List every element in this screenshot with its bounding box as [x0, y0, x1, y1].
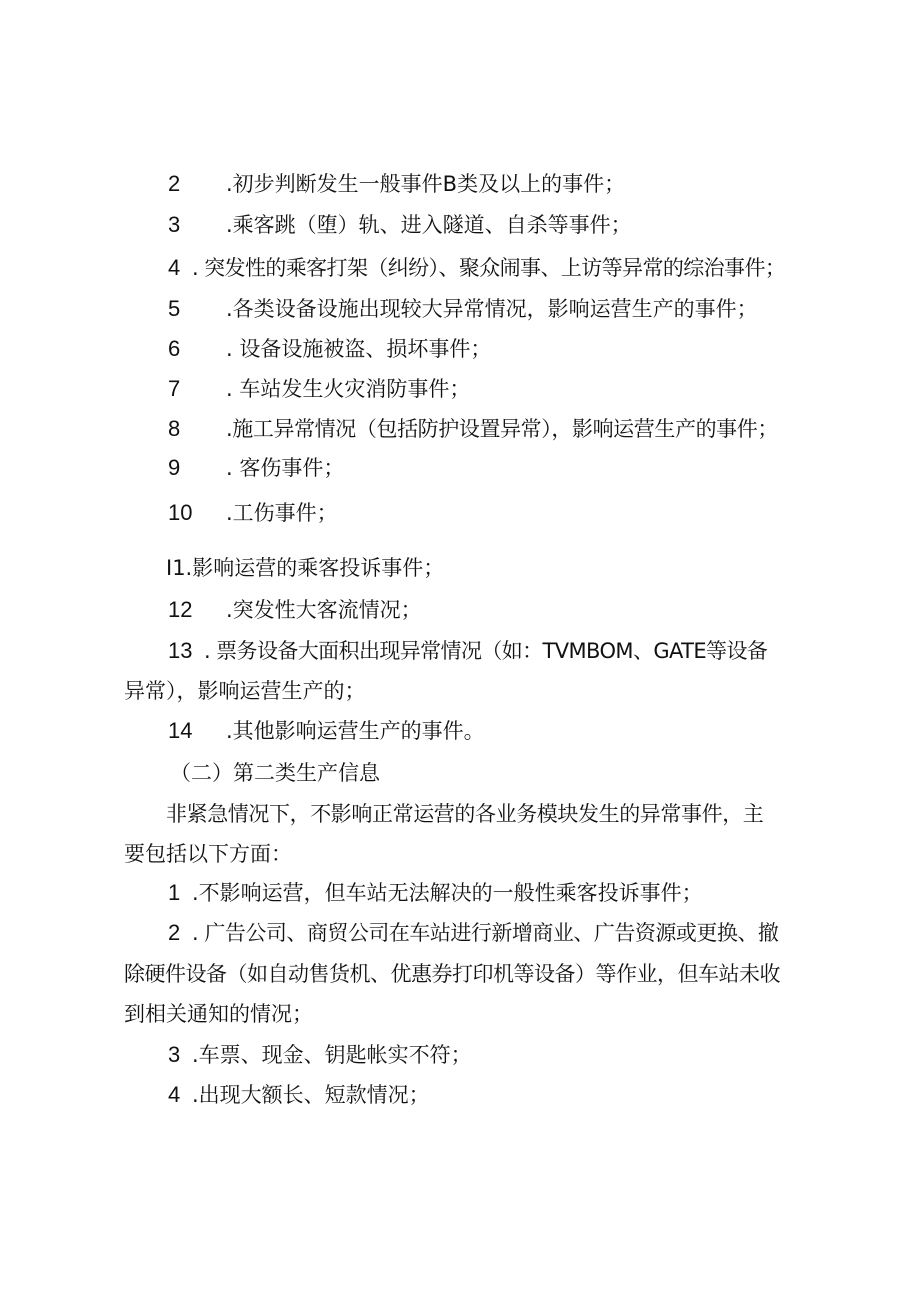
item-text: I1.影响运营的乘客投诉事件；: [166, 556, 445, 580]
item-number: 6: [168, 336, 181, 361]
item-number: 3: [168, 212, 181, 237]
item-number: 12: [168, 597, 193, 622]
paragraph-text: 非紧急情况下，不影响正常运营的各业务模块发生的异常事件，主: [166, 802, 764, 826]
item-text: .工伤事件；: [226, 501, 338, 525]
item-text: . 广告公司、商贸公司在车站进行新增商业、广告资源或更换、撤: [192, 921, 779, 945]
item-text: . 突发性的乘客打架（纠纷）、聚众闹事、上访等异常的综治事件；: [192, 256, 786, 280]
item-text: . 票务设备大面积出现异常情况（如：TVMBOM、GATE等设备: [204, 639, 768, 663]
item-text: . 设备设施被盗、损坏事件；: [226, 337, 492, 361]
item-text: .车票、现金、钥匙帐实不符；: [192, 1043, 472, 1067]
item-number: 4: [168, 255, 181, 280]
item-number: 3: [168, 1042, 181, 1067]
item-text: .各类设备设施出现较大异常情况，影响运营生产的事件；: [226, 297, 758, 321]
item-text: . 车站发生火灾消防事件；: [226, 377, 471, 401]
item-text-cont: 异常），影响运营生产的；: [124, 679, 366, 703]
item-text: .初步判断发生一般事件B类及以上的事件；: [226, 172, 626, 196]
item-text: .出现大额长、短款情况；: [192, 1083, 430, 1107]
item-text-cont: 除硬件设备（如自动售货机、优惠券打印机等设备）等作业，但车站未收: [124, 962, 780, 986]
item-text: .施工异常情况（包括防护设置异常），影响运营生产的事件；: [226, 417, 778, 441]
item-text: .其他影响运营生产的事件。: [226, 719, 485, 743]
item-text: .突发性大客流情况；: [226, 598, 422, 622]
item-number: 13: [168, 638, 193, 663]
item-number: 4: [168, 1082, 181, 1107]
item-text: . 客伤事件；: [226, 456, 345, 480]
item-text: .不影响运营，但车站无法解决的一般性乘客投诉事件；: [192, 881, 703, 905]
item-number: 2: [168, 171, 181, 196]
item-number: 14: [168, 718, 193, 743]
item-number: 8: [168, 416, 181, 441]
item-text: .乘客跳（堕）轨、进入隧道、自杀等事件；: [226, 213, 632, 237]
item-number: 5: [168, 296, 181, 321]
paragraph-text: 要包括以下方面：: [124, 842, 292, 866]
item-number: 10: [168, 500, 193, 525]
item-number: 7: [168, 376, 181, 401]
item-number: 2: [168, 920, 181, 945]
item-text-cont: 到相关通知的情况；: [124, 1002, 313, 1026]
item-number: 9: [168, 455, 181, 480]
item-number: 1: [168, 880, 181, 905]
section-heading-text: （二）第二类生产信息: [170, 761, 380, 785]
